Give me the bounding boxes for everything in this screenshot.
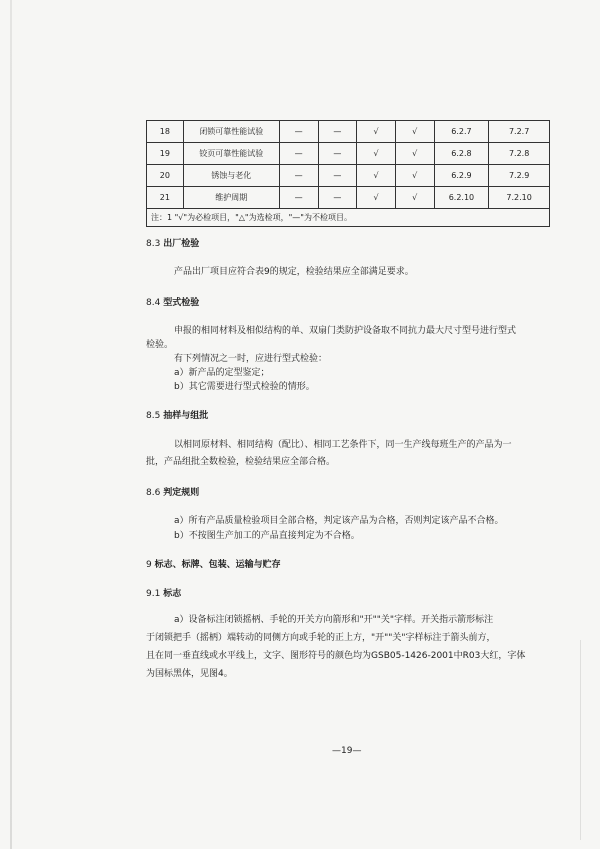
- page-number: —19—: [332, 746, 362, 756]
- paragraph-line: 且在同一垂直线或水平线上，文字、图形符号的颜色均为GSB05-1426-2001中R03大红，字体: [146, 651, 526, 661]
- section-8-3-heading: [146, 238, 199, 250]
- paragraph-line: 批，产品组批全数检验，检验结果应全部合格。: [146, 457, 336, 467]
- paragraph-line: 为国标黑体，见图4。: [146, 669, 233, 679]
- section-title: 型式检验: [163, 298, 200, 308]
- table-row: [147, 187, 550, 209]
- mark-cell: √: [357, 143, 396, 165]
- section-8-6-heading: [146, 487, 199, 499]
- row-number: 21: [147, 187, 184, 209]
- requirement-clause: 6.2.8: [434, 143, 489, 165]
- section-8-4-heading: [146, 297, 199, 309]
- requirement-clause: 6.2.10: [434, 187, 489, 209]
- mark-cell: —: [279, 187, 318, 209]
- section-8-5-heading: [146, 410, 208, 422]
- inspection-table: [146, 120, 550, 227]
- paragraph: 有下列情况之一时，应进行型式检验：: [174, 354, 328, 364]
- paragraph: 产品出厂项目应符合表9的规定，检验结果应全部满足要求。: [174, 267, 414, 277]
- method-clause: 7.2.7: [489, 121, 550, 143]
- method-clause: 7.2.9: [489, 165, 550, 187]
- section-title: 判定规则: [163, 488, 200, 498]
- paragraph-line: 以相同原材料、相同结构（配比）、相同工艺条件下，同一生产线每班生产的产品为一: [174, 440, 512, 450]
- section-title: 标志: [163, 589, 182, 599]
- list-item: b）其它需要进行型式检验的情形。: [174, 382, 315, 392]
- mark-cell: √: [395, 187, 434, 209]
- item-name: 维护周期: [183, 187, 279, 209]
- method-clause: 7.2.10: [489, 187, 550, 209]
- section-number: 9.1: [146, 589, 161, 599]
- list-item: b）不按图生产加工的产品直接判定为不合格。: [174, 531, 360, 541]
- mark-cell: √: [395, 143, 434, 165]
- section-number: 8.6: [146, 488, 161, 498]
- section-number: 8.5: [146, 411, 161, 421]
- section-number: 8.4: [146, 298, 161, 308]
- list-item: a）所有产品质量检验项目全部合格，判定该产品为合格，否则判定该产品不合格。: [174, 516, 504, 526]
- requirement-clause: 6.2.7: [434, 121, 489, 143]
- table-row: [147, 143, 550, 165]
- section-title: 出厂检验: [163, 239, 200, 249]
- list-item: a）新产品的定型鉴定；: [174, 368, 270, 378]
- section-9-heading: [146, 559, 281, 571]
- row-number: 19: [147, 143, 184, 165]
- item-name: 锈蚀与老化: [183, 165, 279, 187]
- table-row: [147, 165, 550, 187]
- mark-cell: √: [357, 165, 396, 187]
- row-number: 20: [147, 165, 184, 187]
- table-note-row: [147, 209, 550, 227]
- table-row: [147, 121, 550, 143]
- mark-cell: —: [318, 165, 357, 187]
- requirement-clause: 6.2.9: [434, 165, 489, 187]
- section-9-1-heading: [146, 588, 181, 600]
- mark-cell: √: [395, 165, 434, 187]
- row-number: 18: [147, 121, 184, 143]
- section-number: 8.3: [146, 239, 161, 249]
- mark-cell: √: [395, 121, 434, 143]
- section-number: 9: [146, 560, 152, 570]
- mark-cell: √: [357, 121, 396, 143]
- item-name: 铰页可靠性能试验: [183, 143, 279, 165]
- paragraph-line: a）设备标注闭锁摇柄、手轮的开关方向箭形和"开""关"字样。开关指示箭形标注: [174, 615, 494, 625]
- paragraph-line: 检验。: [146, 340, 174, 350]
- mark-cell: —: [318, 187, 357, 209]
- scan-edge-shadow: [10, 0, 12, 849]
- mark-cell: √: [357, 187, 396, 209]
- mark-cell: —: [279, 143, 318, 165]
- table-note: 注：1 "√"为必检项目，"△"为选检项，"—"为不检项目。: [147, 209, 550, 227]
- section-title: 抽样与组批: [163, 411, 209, 421]
- paragraph-line: 于闭锁把手（摇柄）端转动的同侧方向或手轮的正上方，"开""关"字样标注于箭头前方，: [146, 633, 496, 643]
- section-title: 标志、标牌、包装、运输与贮存: [154, 560, 281, 570]
- item-name: 闭锁可靠性能试验: [183, 121, 279, 143]
- mark-cell: —: [279, 165, 318, 187]
- mark-cell: —: [279, 121, 318, 143]
- mark-cell: —: [318, 143, 357, 165]
- scan-edge-shadow-right: [580, 640, 581, 840]
- mark-cell: —: [318, 121, 357, 143]
- paragraph-line: 申报的相同材料及相似结构的单、双扇门类防护设备取不同抗力最大尺寸型号进行型式: [174, 326, 517, 336]
- method-clause: 7.2.8: [489, 143, 550, 165]
